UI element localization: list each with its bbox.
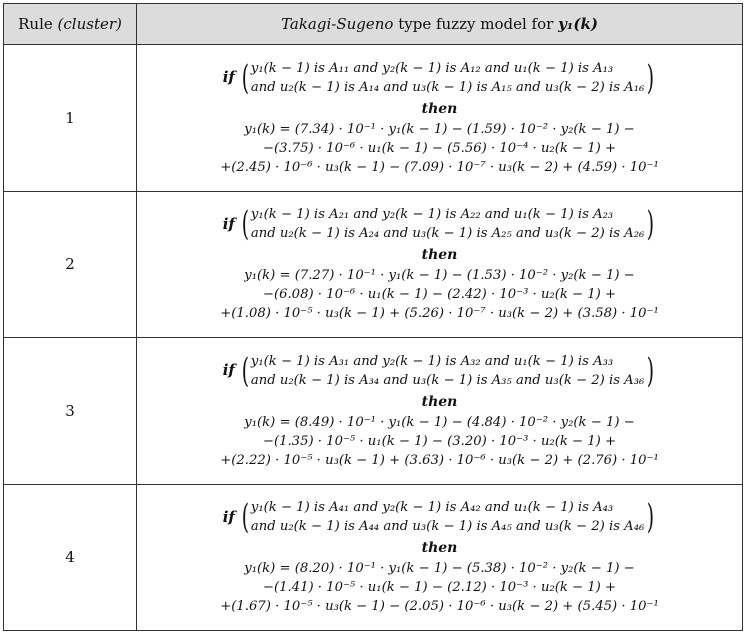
equation-line-3: +(2.45) · 10⁻⁶ · u₃(k − 1) − (7.09) · 10⁻⁷ · u₃(k − 2) + (4.59) · 10⁻¹ (220, 159, 659, 175)
condition-line-1: y₁(k − 1) is A₂₁ and y₂(k − 1) is A₂₂ and u₁(k − 1) is A₂₃ (250, 207, 614, 223)
condition-line-1: y₁(k − 1) is A₃₁ and y₂(k − 1) is A₃₂ and u₁(k − 1) is A₃₃ (250, 353, 614, 369)
open-paren: ( (241, 57, 249, 98)
rule-model-cell (137, 484, 743, 631)
equation-line-3: +(1.67) · 10⁻⁵ · u₃(k − 1) − (2.05) · 10⁻⁶ · u₃(k − 2) + (5.45) · 10⁻¹ (220, 599, 659, 615)
close-paren: ) (646, 204, 655, 245)
then-keyword: then (421, 100, 458, 117)
table-row (4, 45, 743, 192)
rule-model-cell (137, 338, 743, 485)
if-keyword: if (222, 507, 235, 526)
rule-model-cell (137, 45, 743, 192)
model-column-header (137, 4, 743, 45)
open-paren: ( (241, 204, 249, 245)
rule-column-header (4, 4, 137, 45)
rule-consequent (145, 120, 734, 177)
table-row (4, 338, 743, 485)
rule-number: 4 (4, 484, 137, 631)
then-keyword: then (421, 540, 458, 557)
open-paren: ( (241, 497, 249, 538)
equation-line-2: −(6.08) · 10⁻⁶ · u₁(k − 1) − (2.42) · 10⁻³ · u₂(k − 1) + (262, 287, 617, 303)
table-row (4, 191, 743, 338)
equation-line-2: −(3.75) · 10⁻⁶ · u₁(k − 1) − (5.56) · 10⁻⁴ · u₂(k − 1) + (262, 140, 617, 156)
rule-cluster-label: (cluster) (57, 15, 122, 33)
if-keyword: if (222, 214, 235, 233)
close-paren: ) (646, 350, 655, 391)
condition-line-2: and u₂(k − 1) is A₂₄ and u₃(k − 1) is A₂₅ and u₃(k − 2) is A₂₆ (250, 226, 645, 242)
then-keyword: then (421, 247, 458, 264)
equation-line-1: y₁(k) = (7.27) · 10⁻¹ · y₁(k − 1) − (1.53) · 10⁻² · y₂(k − 1) − (244, 268, 635, 284)
rule-consequent (145, 413, 734, 470)
if-keyword: if (222, 361, 235, 380)
equation-line-1: y₁(k) = (8.20) · 10⁻¹ · y₁(k − 1) − (5.38) · 10⁻² · y₂(k − 1) − (244, 561, 635, 577)
then-keyword: then (421, 393, 458, 410)
equation-line-1: y₁(k) = (7.34) · 10⁻¹ · y₁(k − 1) − (1.59) · 10⁻² · y₂(k − 1) − (244, 121, 635, 137)
condition-line-2: and u₂(k − 1) is A₃₄ and u₃(k − 1) is A₃₅ and u₃(k − 2) is A₃₆ (250, 372, 645, 388)
condition-line-2: and u₂(k − 1) is A₄₄ and u₃(k − 1) is A₄₅ and u₃(k − 2) is A₄₆ (250, 519, 645, 535)
rule-condition (145, 498, 734, 536)
condition-line-1: y₁(k − 1) is A₁₁ and y₂(k − 1) is A₁₂ and u₁(k − 1) is A₁₃ (250, 60, 614, 76)
header-row (4, 4, 743, 45)
equation-line-3: +(1.08) · 10⁻⁵ · u₃(k − 1) + (5.26) · 10⁻⁷ · u₃(k − 2) + (3.58) · 10⁻¹ (220, 306, 659, 322)
rule-label: Rule (18, 15, 53, 33)
rule-number: 1 (4, 45, 137, 192)
rule-consequent (145, 559, 734, 616)
rule-condition (145, 205, 734, 243)
table-row (4, 484, 743, 631)
open-paren: ( (241, 350, 249, 391)
rule-number: 2 (4, 191, 137, 338)
close-paren: ) (646, 497, 655, 538)
condition-line-2: and u₂(k − 1) is A₁₄ and u₃(k − 1) is A₁₅ and u₃(k − 2) is A₁₆ (250, 79, 645, 95)
if-keyword: if (222, 68, 235, 87)
close-paren: ) (646, 57, 655, 98)
equation-line-2: −(1.35) · 10⁻⁵ · u₁(k − 1) − (3.20) · 10⁻³ · u₂(k − 1) + (262, 433, 617, 449)
rule-condition (145, 352, 734, 390)
rule-model-cell (137, 191, 743, 338)
equation-line-3: +(2.22) · 10⁻⁵ · u₃(k − 1) + (3.63) · 10⁻⁶ · u₃(k − 2) + (2.76) · 10⁻¹ (220, 452, 659, 468)
equation-line-1: y₁(k) = (8.49) · 10⁻¹ · y₁(k − 1) − (4.84) · 10⁻² · y₂(k − 1) − (244, 414, 635, 430)
rule-number: 3 (4, 338, 137, 485)
equation-line-2: −(1.41) · 10⁻⁵ · u₁(k − 1) − (2.12) · 10⁻³ · u₂(k − 1) + (262, 580, 617, 596)
condition-line-1: y₁(k − 1) is A₄₁ and y₂(k − 1) is A₄₂ and u₁(k − 1) is A₄₃ (250, 500, 614, 516)
rule-consequent (145, 266, 734, 323)
model-description: type fuzzy model for (393, 15, 559, 33)
fuzzy-model-table (3, 3, 743, 631)
model-target: y₁(k) (558, 15, 598, 33)
model-name: Takagi-Sugeno (281, 15, 394, 33)
rule-condition (145, 59, 734, 97)
